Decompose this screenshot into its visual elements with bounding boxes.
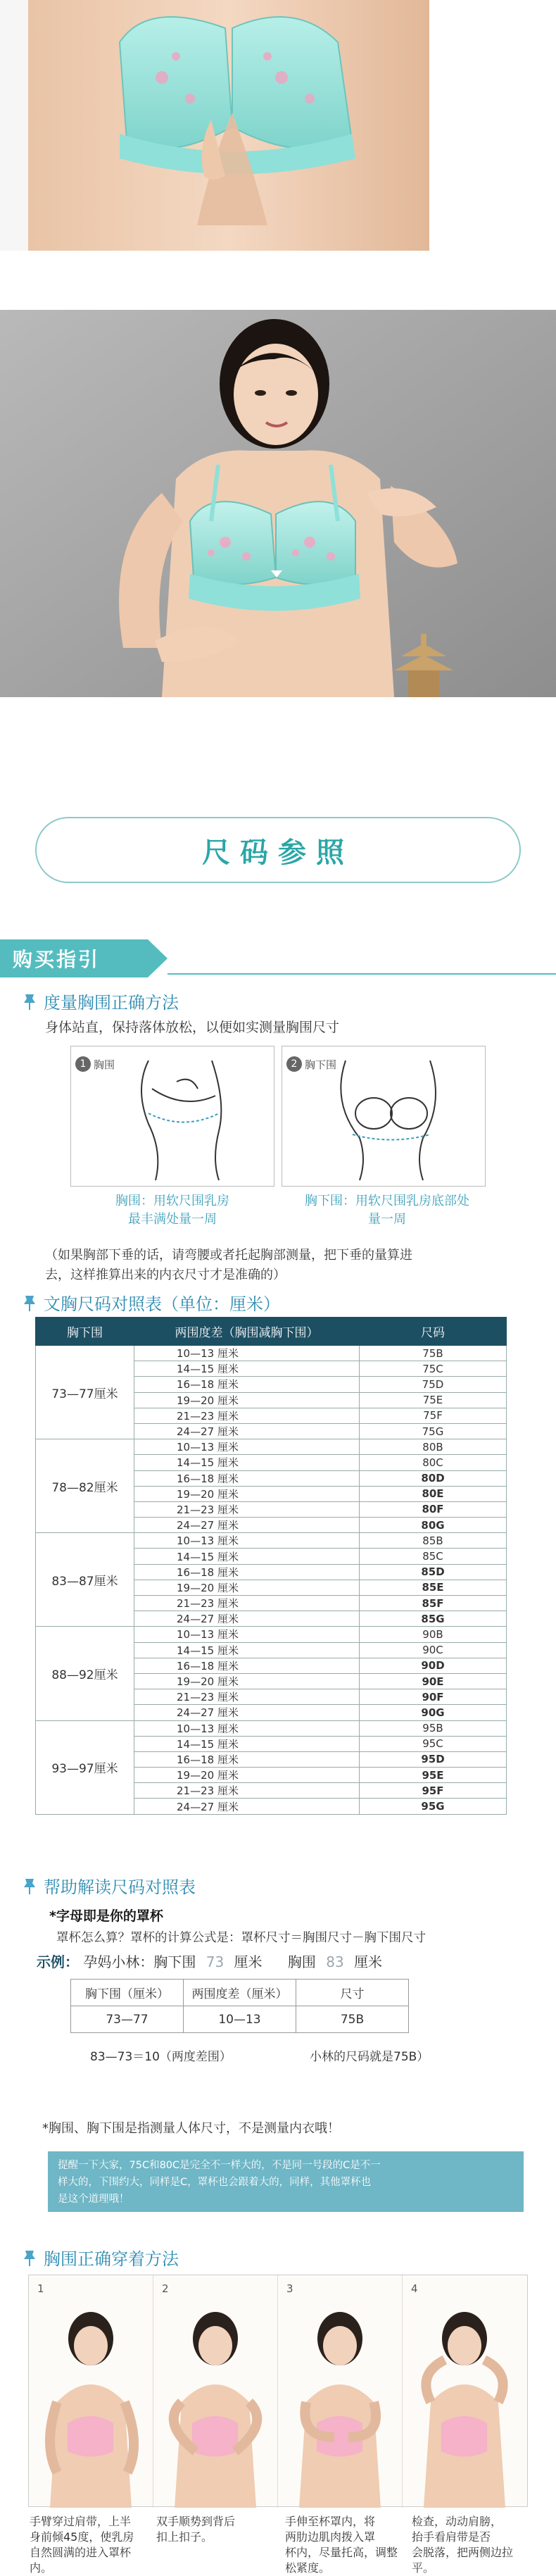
measure-intro: 身体站直，保持落体放松，以便如实测量胸围尺寸 bbox=[45, 1020, 340, 1035]
size-code-cell: 90D bbox=[360, 1658, 507, 1673]
size-difference-cell: 24—27 厘米 bbox=[134, 1799, 360, 1814]
size-code-cell: 75B bbox=[360, 1346, 507, 1361]
size-reference-title: 尺码参照 bbox=[202, 835, 354, 869]
pushpin-icon bbox=[20, 2248, 39, 2268]
wear-step-4-image bbox=[403, 2275, 527, 2508]
size-reference-banner bbox=[35, 817, 521, 883]
size-difference-cell: 16—18 厘米 bbox=[134, 1564, 360, 1580]
wear-step-4-line3: 会脱落，把两侧边拉平。 bbox=[412, 2546, 514, 2575]
help-header-size: 尺寸 bbox=[296, 1980, 409, 2006]
size-band-cell: 93—97厘米 bbox=[36, 1720, 134, 1814]
wear-step-2 bbox=[153, 2275, 278, 2508]
size-difference-cell: 10—13 厘米 bbox=[134, 1439, 360, 1455]
wear-step-1 bbox=[29, 2275, 153, 2508]
size-code-cell: 75E bbox=[360, 1392, 507, 1408]
size-code-cell: 95F bbox=[360, 1783, 507, 1799]
size-table-row bbox=[36, 1346, 507, 1361]
help-example-table bbox=[70, 1979, 409, 2033]
size-difference-cell: 10—13 厘米 bbox=[134, 1627, 360, 1642]
pushpin-icon bbox=[20, 1876, 39, 1896]
size-code-cell: 85F bbox=[360, 1596, 507, 1611]
header-underbust: 胸下围 bbox=[36, 1318, 134, 1346]
example-text2: 胸围 bbox=[287, 1953, 316, 1970]
wear-step-1-line3: 自然圆满的进入罩杯内。 bbox=[30, 2546, 132, 2575]
bust-badge-label: 胸围 bbox=[94, 1058, 115, 1071]
wear-step-3-line3: 杯内，尽量托高，调整松紧度。 bbox=[285, 2546, 398, 2575]
wear-step-3-num: 3 bbox=[286, 2282, 293, 2295]
size-code-cell: 80C bbox=[360, 1455, 507, 1470]
help-cell-size: 75B bbox=[296, 2006, 409, 2033]
product-photo-closeup bbox=[0, 0, 556, 251]
product-photo-model-image bbox=[0, 310, 556, 697]
help-table-row bbox=[71, 2006, 409, 2033]
help-table-header-row bbox=[71, 1980, 409, 2006]
size-table-title-text: 文胸尺码对照表（单位：厘米） bbox=[44, 1294, 280, 1314]
bust-badge-num: 1 bbox=[75, 1056, 91, 1072]
size-table-row bbox=[36, 1627, 507, 1642]
wear-steps-illustration bbox=[28, 2275, 528, 2507]
wear-step-3-image bbox=[278, 2275, 403, 2508]
help-subtitle: *字母即是你的罩杯 bbox=[49, 1908, 163, 1924]
underbust-caption-line2: 量一周 bbox=[368, 1212, 406, 1227]
size-difference-cell: 19—20 厘米 bbox=[134, 1673, 360, 1689]
example-label: 示例： bbox=[37, 1953, 79, 1970]
example-num2: 83 bbox=[326, 1953, 344, 1970]
help-formula: 罩杯怎么算？罩杯的计算公式是：罩杯尺寸＝胸围尺寸－胸下围尺寸 bbox=[56, 1931, 426, 1945]
size-difference-cell: 10—13 厘米 bbox=[134, 1346, 360, 1361]
guide-divider bbox=[168, 973, 556, 975]
help-section-title bbox=[20, 1873, 196, 1898]
size-table-section-title bbox=[20, 1290, 280, 1315]
size-difference-cell: 21—23 厘米 bbox=[134, 1408, 360, 1423]
help-header-underbust: 胸下围（厘米） bbox=[71, 1980, 184, 2006]
help-header-difference: 两围度差（厘米） bbox=[184, 1980, 296, 2006]
size-code-cell: 95C bbox=[360, 1736, 507, 1751]
help-reminder-note bbox=[48, 2151, 524, 2212]
size-code-cell: 90G bbox=[360, 1705, 507, 1720]
wear-step-2-text bbox=[156, 2514, 269, 2545]
underbust-caption-line1: 胸下围：用软尺围乳房底部处 bbox=[305, 1194, 469, 1208]
wear-step-3-line2: 两肋边肌肉拨入罩 bbox=[285, 2530, 376, 2544]
underbust-caption bbox=[282, 1192, 493, 1229]
bust-caption-line1: 胸围：用软尺围乳房 bbox=[115, 1194, 229, 1208]
size-code-cell: 90C bbox=[360, 1642, 507, 1658]
size-difference-cell: 21—23 厘米 bbox=[134, 1783, 360, 1799]
bust-badge bbox=[75, 1056, 115, 1072]
size-code-cell: 85D bbox=[360, 1564, 507, 1580]
product-photo-closeup-image bbox=[0, 0, 556, 251]
wear-step-3 bbox=[278, 2275, 403, 2508]
size-difference-cell: 14—15 厘米 bbox=[134, 1455, 360, 1470]
wear-step-4-line1: 检查，动动肩膀， bbox=[412, 2515, 503, 2528]
reminder-line1: 提醒一下大家，75C和80C是完全不一样大的，不是同一号段的C是不一 bbox=[58, 2160, 381, 2171]
pushpin-icon bbox=[20, 992, 39, 1011]
size-difference-cell: 14—15 厘米 bbox=[134, 1549, 360, 1564]
wear-step-4-num: 4 bbox=[411, 2282, 418, 2295]
size-difference-cell: 24—27 厘米 bbox=[134, 1611, 360, 1627]
size-difference-cell: 16—18 厘米 bbox=[134, 1751, 360, 1767]
size-difference-cell: 10—13 厘米 bbox=[134, 1720, 360, 1736]
size-code-cell: 80F bbox=[360, 1501, 507, 1517]
wear-step-1-num: 1 bbox=[37, 2282, 44, 2295]
size-table-header-row bbox=[36, 1318, 507, 1346]
size-difference-cell: 19—20 厘米 bbox=[134, 1486, 360, 1501]
measure-section-title bbox=[20, 989, 179, 1013]
size-table-row bbox=[36, 1720, 507, 1736]
size-difference-cell: 24—27 厘米 bbox=[134, 1423, 360, 1439]
size-table-row bbox=[36, 1533, 507, 1549]
size-difference-cell: 14—15 厘米 bbox=[134, 1736, 360, 1751]
help-cell-difference: 10—13 bbox=[184, 2006, 296, 2033]
size-code-cell: 90E bbox=[360, 1673, 507, 1689]
pushpin-icon bbox=[20, 1293, 39, 1313]
size-table-row bbox=[36, 1439, 507, 1455]
size-code-cell: 90B bbox=[360, 1627, 507, 1642]
wear-step-4 bbox=[403, 2275, 527, 2508]
size-difference-cell: 10—13 厘米 bbox=[134, 1533, 360, 1549]
example-text1: 孕妈小林：胸下围 bbox=[83, 1953, 196, 1970]
underbust-badge-num: 2 bbox=[286, 1056, 302, 1072]
size-difference-cell: 19—20 厘米 bbox=[134, 1392, 360, 1408]
help-calc: 83—73＝10（两度差围） bbox=[90, 2050, 232, 2064]
help-cell-underbust: 73—77 bbox=[71, 2006, 184, 2033]
size-difference-cell: 21—23 厘米 bbox=[134, 1596, 360, 1611]
size-difference-cell: 14—15 厘米 bbox=[134, 1642, 360, 1658]
help-warning: *胸围、胸下围是指测量人体尺寸，不是测量内衣哦！ bbox=[42, 2121, 340, 2136]
size-code-cell: 95G bbox=[360, 1799, 507, 1814]
help-example bbox=[37, 1951, 382, 1971]
size-code-cell: 95E bbox=[360, 1768, 507, 1783]
size-code-cell: 75D bbox=[360, 1377, 507, 1392]
wear-step-2-line1: 双手顺势到背后 bbox=[156, 2515, 236, 2528]
size-band-cell: 88—92厘米 bbox=[36, 1627, 134, 1720]
underbust-badge-label: 胸下围 bbox=[305, 1058, 337, 1071]
size-difference-cell: 16—18 厘米 bbox=[134, 1470, 360, 1486]
size-difference-cell: 19—20 厘米 bbox=[134, 1768, 360, 1783]
wear-step-3-line1: 手伸至杯罩内，将 bbox=[285, 2515, 376, 2528]
help-title-text: 帮助解读尺码对照表 bbox=[44, 1877, 196, 1897]
wear-step-1-image bbox=[29, 2275, 153, 2508]
size-code-cell: 85E bbox=[360, 1580, 507, 1595]
size-code-cell: 80B bbox=[360, 1439, 507, 1455]
size-code-cell: 75G bbox=[360, 1423, 507, 1439]
wear-step-2-image bbox=[153, 2275, 278, 2508]
wear-step-2-num: 2 bbox=[162, 2282, 169, 2295]
wear-section-title bbox=[20, 2245, 179, 2270]
size-code-cell: 85G bbox=[360, 1611, 507, 1627]
help-result: 小林的尺码就是75B） bbox=[310, 2050, 429, 2064]
measure-note-line2: 去，这样推算出来的内衣尺寸才是准确的） bbox=[45, 1268, 286, 1282]
size-band-cell: 78—82厘米 bbox=[36, 1439, 134, 1533]
wear-step-1-line1: 手臂穿过肩带，上半 bbox=[30, 2515, 132, 2528]
wear-step-4-line2: 抬手看肩带是否 bbox=[412, 2530, 491, 2544]
example-unit1: 厘米 bbox=[234, 1953, 263, 1970]
bust-caption-line2: 最丰满处量一周 bbox=[128, 1212, 217, 1227]
example-unit2: 厘米 bbox=[354, 1953, 383, 1970]
size-difference-cell: 19—20 厘米 bbox=[134, 1580, 360, 1595]
wear-step-1-line2: 身前倾45度，使乳房 bbox=[30, 2530, 134, 2544]
size-difference-cell: 21—23 厘米 bbox=[134, 1501, 360, 1517]
wear-title-text: 胸围正确穿着方法 bbox=[44, 2249, 179, 2269]
bust-caption bbox=[70, 1192, 274, 1229]
underbust-badge bbox=[286, 1056, 336, 1072]
size-difference-cell: 21—23 厘米 bbox=[134, 1689, 360, 1705]
size-difference-cell: 14—15 厘米 bbox=[134, 1361, 360, 1377]
bust-measure-diagram bbox=[70, 1046, 274, 1187]
product-photo-model bbox=[0, 310, 556, 697]
header-difference: 两围度差（胸围减胸下围） bbox=[134, 1318, 360, 1346]
underbust-measure-diagram bbox=[282, 1046, 486, 1187]
size-code-cell: 95D bbox=[360, 1751, 507, 1767]
size-code-cell: 90F bbox=[360, 1689, 507, 1705]
size-code-cell: 75F bbox=[360, 1408, 507, 1423]
size-code-cell: 85C bbox=[360, 1549, 507, 1564]
size-code-cell: 80E bbox=[360, 1486, 507, 1501]
reminder-line3: 是这个道理哦！ bbox=[58, 2194, 129, 2205]
buying-guide-tab: 购买指引 bbox=[0, 939, 148, 977]
measure-title-text: 度量胸围正确方法 bbox=[44, 993, 179, 1013]
wear-step-4-text bbox=[412, 2514, 528, 2576]
size-difference-cell: 16—18 厘米 bbox=[134, 1377, 360, 1392]
size-difference-cell: 24—27 厘米 bbox=[134, 1705, 360, 1720]
size-code-cell: 75C bbox=[360, 1361, 507, 1377]
size-chart-table bbox=[35, 1317, 507, 1815]
measure-note-line1: （如果胸部下垂的话，请弯腰或者托起胸部测量，把下垂的量算进 bbox=[45, 1248, 412, 1263]
wear-step-3-text bbox=[285, 2514, 405, 2576]
reminder-line2: 样大的，下围约大，同样是C，罩杯也会跟着大的，同样，其他罩杯也 bbox=[58, 2177, 372, 2188]
size-code-cell: 80D bbox=[360, 1470, 507, 1486]
example-num1: 73 bbox=[206, 1953, 225, 1970]
size-band-cell: 83—87厘米 bbox=[36, 1533, 134, 1627]
size-difference-cell: 24—27 厘米 bbox=[134, 1518, 360, 1533]
header-size: 尺码 bbox=[360, 1318, 507, 1346]
size-code-cell: 95B bbox=[360, 1720, 507, 1736]
size-code-cell: 85B bbox=[360, 1533, 507, 1549]
buying-guide-header bbox=[0, 939, 556, 977]
wear-step-1-text bbox=[30, 2514, 153, 2576]
size-band-cell: 73—77厘米 bbox=[36, 1346, 134, 1439]
size-code-cell: 80G bbox=[360, 1518, 507, 1533]
size-difference-cell: 16—18 厘米 bbox=[134, 1658, 360, 1673]
wear-step-2-line2: 扣上扣子。 bbox=[156, 2530, 213, 2544]
